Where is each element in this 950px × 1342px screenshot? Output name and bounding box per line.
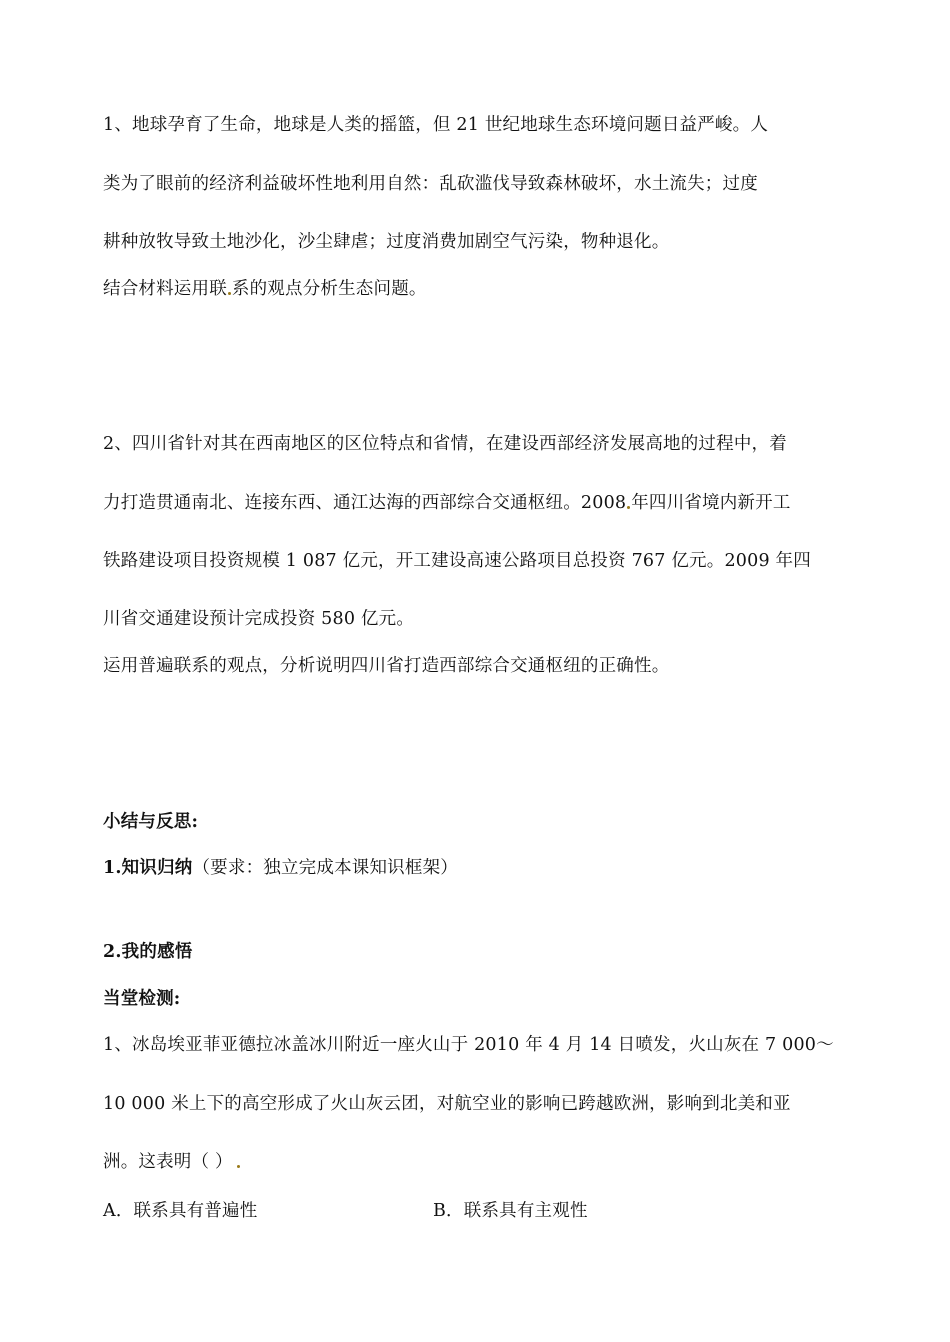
q2-prompt: 运用普遍联系的观点，分析说明四川省打造西部综合交通枢纽的正确性。 xyxy=(103,656,670,676)
summary-item-1 xyxy=(103,856,863,880)
q1-line-2: 类为了眼前的经济利益破坏性地利用自然：乱砍滥伐导致森林破坏，水土流失；过度 xyxy=(103,174,758,194)
test-q1-line-1: 1、冰岛埃亚菲亚德拉冰盖冰川附近一座火山于 2010 年 4 月 14 日喷发，火山灰在 7 000～ xyxy=(103,1035,834,1055)
option-b: B．联系具有主观性 xyxy=(433,1201,588,1221)
q2-line-2-part-a: 力打造贯通南北、连接东西、通江达海的西部综合交通枢纽。2008 xyxy=(103,493,627,513)
summary-item-1-title: 1.知识归纳 xyxy=(103,858,193,878)
summary-item-2: 2.我的感悟 xyxy=(103,942,193,962)
summary-heading: 小结与反思: xyxy=(103,812,199,832)
test-q1-line-2: 10 000 米上下的高空形成了火山灰云团，对航空业的影响已跨越欧洲，影响到北美和亚 xyxy=(103,1094,791,1114)
test-heading: 当堂检测: xyxy=(103,989,181,1009)
q1-prompt-part-b: 系的观点分析生态问题。 xyxy=(231,279,427,299)
q1-line-1: 1、地球孕育了生命，地球是人类的摇篮，但 21 世纪地球生态环境问题日益严峻。人 xyxy=(103,115,769,135)
q2-line-3: 铁路建设项目投资规模 1 087 亿元，开工建设高速公路项目总投资 767 亿元。2009 年四 xyxy=(103,551,811,571)
q2-line-2 xyxy=(103,491,863,515)
option-a: A．联系具有普遍性 xyxy=(103,1201,258,1221)
q2-line-4: 川省交通建设预计完成投资 580 亿元。 xyxy=(103,609,415,629)
q1-prompt xyxy=(103,277,863,301)
test-q1-line-3 xyxy=(103,1150,863,1174)
q2-line-2-part-b: 年四川省境内新开工 xyxy=(631,493,791,513)
dot-mark xyxy=(237,1165,240,1168)
test-q1-line-3-text: 洲。这表明（ ） xyxy=(103,1152,233,1172)
summary-item-1-note: （要求：独立完成本课知识框架） xyxy=(192,858,458,878)
dot-mark xyxy=(627,506,630,509)
dot-mark xyxy=(228,292,231,295)
q1-prompt-part-a: 结合材料运用联 xyxy=(103,279,227,299)
q1-line-3: 耕种放牧导致土地沙化，沙尘肆虐；过度消费加剧空气污染，物种退化。 xyxy=(103,232,670,252)
q2-line-1: 2、四川省针对其在西南地区的区位特点和省情，在建设西部经济发展高地的过程中，着 xyxy=(103,434,787,454)
test-q1-options xyxy=(103,1199,863,1223)
